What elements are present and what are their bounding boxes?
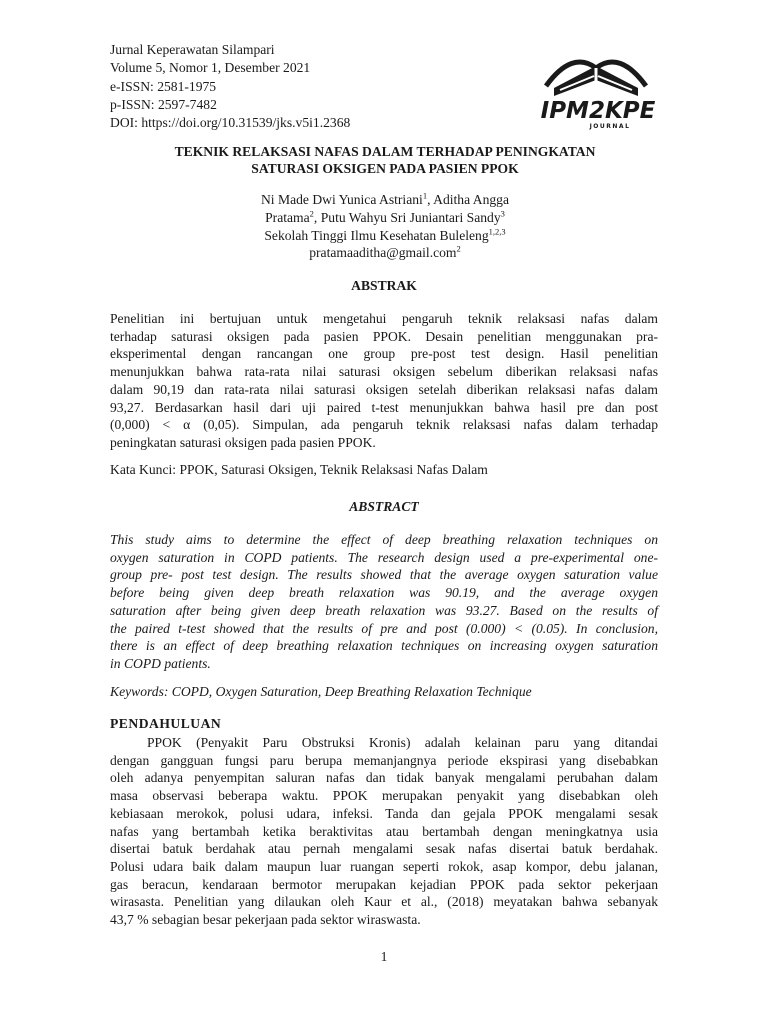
- abstrak-heading: ABSTRAK: [351, 278, 417, 293]
- text-line: the paired t-test showed that the results of pre and post (0.000) < (0.05). In conclusion,: [110, 620, 658, 636]
- abstract-keywords: [110, 683, 658, 701]
- author-name: , Putu Wahyu Sri Juniantari Sandy: [313, 209, 501, 225]
- text-line: there is an effect of deep breathing relaxation techniques on increasing oxygen saturation: [110, 638, 658, 654]
- abstrak-keywords: [110, 461, 658, 479]
- text-line: saturation after being given deep breath relaxation was 93.27. Based on the results of: [110, 602, 658, 618]
- journal-header: [110, 41, 350, 132]
- page-number: 1: [380, 949, 388, 964]
- text-line: This study aims to determine the effect of deep breathing relaxation techniques on: [110, 532, 658, 547]
- text-line: PPOK (Penyakit Paru Obstruksi Kronis) adalah kelainan paru yang ditandai: [147, 735, 658, 750]
- affiliation-mark: 3: [500, 208, 505, 219]
- logo-subtext: JOURNAL: [589, 123, 631, 130]
- text-line: Keywords: COPD, Oxygen Saturation, Deep Breathing Relaxation Technique: [110, 684, 532, 699]
- section-heading-pendahuluan: PENDAHULUAN: [110, 716, 222, 731]
- text-line: (0,000) < α (0,05). Simpulan, ada pengaruh teknik relaksasi nafas dalam terhadap: [110, 417, 658, 433]
- journal-eissn: e-ISSN: 2581-1975: [110, 78, 217, 94]
- text-line: before being given deep breath relaxation was 90.19, and the average oxygen: [110, 585, 658, 601]
- text-line: terhadap saturasi oksigen pada pasien PPOK. Desain penelitian menggunakan pra-: [110, 328, 658, 344]
- abstract-text: [110, 531, 658, 673]
- text-line: Polusi udara baik dalam maupun luar ruangan seperti rokok, asap kompor, debu jalanan,: [110, 858, 658, 874]
- text-line: group pre- post test design. The results showed that the average oxygen saturation value: [110, 567, 658, 583]
- journal-volume: Volume 5, Nomor 1, Desember 2021: [110, 60, 311, 76]
- text-line: nafas yang bertambah ketika beraktivitas atau bertambah dengan meningkatnya usia: [110, 823, 658, 839]
- affiliation-mark: 1,2,3: [488, 226, 506, 237]
- author-name: , Aditha Angga: [427, 192, 510, 207]
- text-line: eksperimental dengan rancangan one group pre-post test design. Hasil penelitian: [110, 346, 658, 362]
- text-line: gas beracun, kendaraan bermotor merupakan kejadian PPOK pada sektor pekerjaan: [110, 876, 658, 892]
- text-line: in COPD patients.: [110, 655, 211, 671]
- text-line: Penelitian ini bertujuan untuk mengetahui pengaruh teknik relaksasi nafas dalam: [110, 311, 658, 326]
- title-line: SATURASI OKSIGEN PADA PASIEN PPOK: [251, 161, 519, 176]
- text-line: wirasasta. Penelitian yang dilaukan oleh Kaur et al., (2018) meyatakan bahwa sebanyak: [110, 894, 658, 910]
- paper-title: [100, 143, 670, 177]
- journal-pissn: p-ISSN: 2597-7482: [110, 96, 217, 112]
- author-line: [120, 191, 650, 209]
- logo-wordmark: IPM2KPE: [540, 98, 656, 124]
- author-line: [120, 209, 650, 227]
- text-line: masa observasi beberapa waktu. PPOK merupakan penyakit yang disebabkan oleh: [110, 788, 658, 804]
- text-line: 43,7 % sebagian besar pekerjaan pada sektor wiraswasta.: [110, 912, 421, 928]
- text-line: oleh adanya penyempitan saluran nafas dan tidak banyak mengalami perubahan dalam: [110, 770, 658, 786]
- text-line: Kata Kunci: PPOK, Saturasi Oksigen, Teknik Relaksasi Nafas Dalam: [110, 462, 488, 477]
- abstrak-text: [110, 310, 658, 452]
- text-line: dengan gangguan fungsi paru berupa memanjangnya periode ekspirasi yang disebabkan: [110, 752, 658, 768]
- text-line: 93,27. Berdasarkan hasil dari uji paired t-test menunjukkan bahwa hasil pre dan post: [110, 399, 658, 415]
- text-line: peningkatan saturasi oksigen pada pasien PPOK.: [110, 434, 376, 450]
- title-line: TEKNIK RELAKSASI NAFAS DALAM TERHADAP PENINGKATAN: [174, 144, 596, 159]
- pendahuluan-text: [110, 734, 658, 929]
- affiliation: Sekolah Tinggi Ilmu Kesehatan Buleleng: [264, 227, 489, 243]
- journal-name: Jurnal Keperawatan Silampari: [110, 42, 275, 57]
- affiliation-mark: 1: [422, 190, 428, 201]
- affiliation-mark: 2: [309, 208, 314, 219]
- authors-block: [120, 191, 650, 262]
- text-line: kebiasaan merokok, polusi udara, infeksi. Tanda dan gejala PPOK mengalami sesak: [110, 805, 658, 821]
- affiliation-line: [120, 227, 650, 245]
- text-line: disertai batuk berdahak atau pernah mengalami sesak nafas disertai batuk berdahak.: [110, 841, 658, 857]
- abstract-heading: ABSTRACT: [349, 499, 419, 514]
- text-line: dalam 90,19 dan rata-rata nilai saturasi oksigen setelah diberikan relaksasi nafas dalam: [110, 381, 658, 397]
- affiliation-mark: 2: [456, 243, 461, 254]
- author-name: Ni Made Dwi Yunica Astriani: [260, 192, 423, 207]
- text-line: oxygen saturation in COPD patients. The research design used a pre-experimental one-: [110, 549, 658, 565]
- author-name: Pratama: [265, 209, 310, 225]
- journal-doi[interactable]: DOI: https://doi.org/10.31539/jks.v5i1.2368: [110, 115, 351, 131]
- author-email[interactable]: pratamaaditha@gmail.com: [309, 245, 457, 261]
- email-line: [120, 244, 650, 262]
- text-line: menunjukkan bahwa rata-rata nilai saturasi oksigen sebelum diberikan relaksasi nafas: [110, 364, 658, 380]
- journal-logo: [536, 46, 660, 130]
